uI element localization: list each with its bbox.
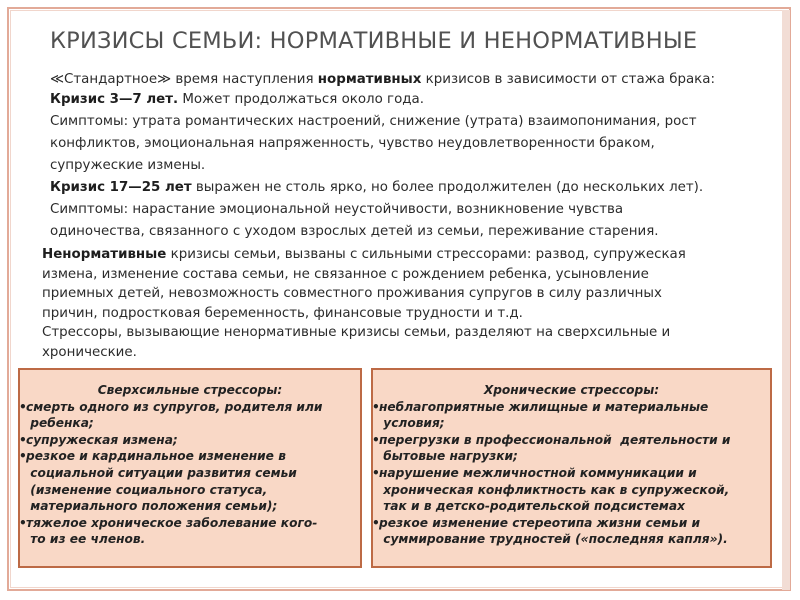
nonnormative-line: хронические. [42,344,137,360]
crisis-17-25-label: Кризис 17—25 лет [50,180,192,195]
stressor-item-continuation: социальной ситуации развития семьи [26,465,297,480]
symptoms-1-line: супружеские измены. [50,158,206,173]
symptoms-2-line: Симптомы: нарастание эмоциональной неустойчивости, возникновение чувства [50,202,624,217]
normative-keyword: нормативных [317,72,422,87]
right-accent-bar [782,10,790,590]
nonnormative-keyword: Ненормативные [42,247,167,262]
crisis-3-7-line: Кризис 3—7 лет. Может продолжаться около года. [50,92,424,107]
chronic-stressors-list [373,399,770,548]
nonnormative-line: измена, изменение состава семьи, не связанное с рождением ребенка, усыновление [42,266,649,282]
extreme-stressors-box [18,368,362,568]
stressor-item: • неблагоприятные жилищные и материальные [373,399,770,416]
symptoms-1-line: Симптомы: утрата романтических настроений, снижение (утрата) взаимопонимания, рост [50,114,697,129]
chronic-stressors-heading: Хронические стрессоры: [483,383,660,397]
stressor-item: • смерть одного из супругов, родителя или [20,399,360,416]
slide-title: КРИЗИСЫ СЕМЬИ: НОРМАТИВНЫЕ И НЕНОРМАТИВНЫЕ [50,28,698,54]
nonnormative-intro-line: Ненормативные кризисы семьи, вызваны с сильными стрессорами: развод, супружеская [42,247,686,262]
nonnormative-line: Стрессоры, вызывающие ненормативные кризисы семьи, разделяют на сверхсильные и [42,325,671,340]
stressor-item-continuation: ребенка; [26,416,94,431]
stressor-item: • тяжелое хроническое заболевание кого- [20,515,360,532]
nonnormative-line: причин, подростковая беременность, финансовые трудности и т.д. [42,305,523,321]
crisis-3-7-label: Кризис 3—7 лет. [50,92,179,107]
stressor-item-continuation: (изменение социального статуса, [26,482,268,497]
stressor-item-continuation: суммирование трудностей («последняя капля»). [379,532,728,547]
stressor-item-continuation: так и в детско-родительской подсистемах [379,499,685,514]
stressor-item-continuation: материального положения семьи); [26,499,278,514]
symptoms-1-line: конфликтов, эмоциональная напряженность, чувство неудовлетворенности браком, [50,136,655,151]
crisis-17-25-line: Кризис 17—25 лет выражен не столь ярко, но более продолжителен (до нескольких лет). [50,180,704,195]
stressor-item-continuation: бытовые нагрузки; [379,449,518,464]
nonnormative-line: приемных детей, невозможность совместного проживания супругов в силу различных [42,286,662,301]
normative-intro-line: ≪Стандартное≫ время наступления нормативных кризисов в зависимости от стажа брака: [50,72,715,87]
extreme-stressors-heading: Сверхсильные стрессоры: [97,383,283,397]
symptoms-2-line: одиночества, связанного с уходом взрослых детей из семьи, переживание старения. [50,224,659,239]
stressor-item: • нарушение межличностной коммуникации и [373,465,770,482]
normative-crises-section [50,70,780,242]
nonnormative-crises-section [42,245,767,362]
extreme-stressors-list [20,399,360,548]
stressor-item: • супружеская измена; [20,432,360,449]
stressor-item-continuation: условия; [379,416,445,431]
stressor-item: • резкое и кардинальное изменение в [20,448,360,465]
stressor-item-continuation: то из ее членов. [26,532,146,547]
stressor-item-continuation: хроническая конфликтность как в супружеской, [379,482,730,497]
stressor-item: • перегрузки в профессиональной деятельности и [373,432,770,449]
stressor-item: • резкое изменение стереотипа жизни семьи и [373,515,770,532]
chronic-stressors-box [371,368,772,568]
